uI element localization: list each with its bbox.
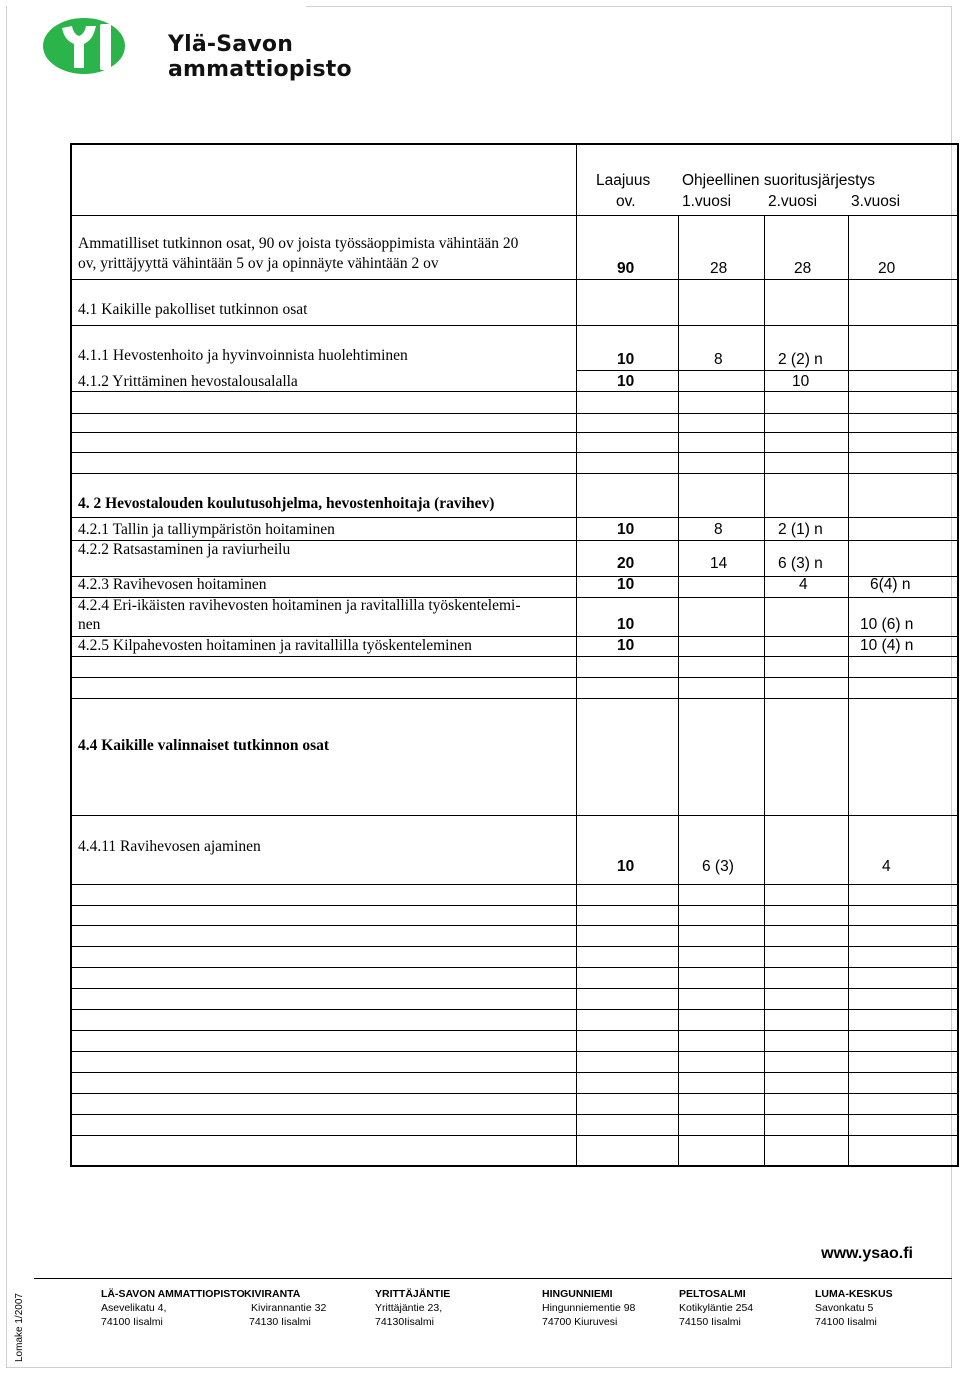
footer-location <box>244 1287 326 1329</box>
location-city: 74100 Iisalmi <box>815 1316 877 1328</box>
row-line <box>72 279 957 280</box>
row-line <box>72 517 957 518</box>
page-frame-top <box>306 6 952 7</box>
row-4-2-4-label-line-1: 4.2.4 Eri-ikäisten ravihevosten hoitaminen ja ravitallilla työskentelemi- <box>78 597 521 614</box>
location-name: LUMA-KESKUS <box>815 1288 893 1300</box>
column-divider-year3 <box>848 215 849 1165</box>
row-line <box>72 1135 957 1136</box>
location-name: KIVIRANTA <box>244 1288 301 1300</box>
footer-location <box>542 1287 635 1329</box>
row-4-1-1-year-1: 8 <box>714 351 723 368</box>
row-4-4-11-year-3: 4 <box>882 858 891 875</box>
row-line <box>72 698 957 699</box>
row-line <box>72 925 957 926</box>
column-divider-year2 <box>764 215 765 1165</box>
row-line <box>72 413 957 414</box>
row-4-1-1-label: 4.1.1 Hevostenhoito ja hyvinvoinnista huolehtiminen <box>78 347 408 364</box>
location-name: PELTOSALMI <box>679 1288 746 1300</box>
total-description-line-2: ov, yrittäjyyttä vähintään 5 ov ja opinnäyte vähintään 2 ov <box>78 255 439 272</box>
row-4-2-4-label-line-2: nen <box>78 616 101 633</box>
row-line <box>72 432 957 433</box>
total-year-2: 28 <box>794 260 812 277</box>
row-4-2-1-ov: 10 <box>617 521 635 538</box>
row-line <box>72 473 957 474</box>
column-divider-year1 <box>678 215 679 1165</box>
section-4-2-title: 4. 2 Hevostalouden koulutusohjelma, hevostenhoitaja (ravihev) <box>78 495 495 512</box>
logo-line-2: ammattiopisto <box>168 57 352 82</box>
row-4-4-11-year-1: 6 (3) <box>702 858 734 875</box>
row-line <box>72 452 957 453</box>
row-4-2-1-year-2: 2 (1) n <box>778 521 823 538</box>
logo-mark-icon <box>40 14 130 78</box>
location-street: Kivirannantie 32 <box>251 1302 327 1314</box>
header-year-3: 3.vuosi <box>851 193 901 210</box>
header-laajuus: Laajuus <box>596 172 651 189</box>
row-4-2-1-year-1: 8 <box>714 521 723 538</box>
row-4-2-5-label: 4.2.5 Kilpahevosten hoitaminen ja ravitallilla työskenteleminen <box>78 637 472 654</box>
row-line <box>72 215 957 216</box>
footer-location <box>101 1287 245 1329</box>
row-line <box>72 1030 957 1031</box>
row-4-2-3-year-3: 6(4) n <box>870 576 911 593</box>
row-4-2-3-label: 4.2.3 Ravihevosen hoitaminen <box>78 576 267 593</box>
row-line <box>72 1114 957 1115</box>
row-line <box>72 905 957 906</box>
row-4-2-3-ov: 10 <box>617 576 635 593</box>
row-line <box>72 988 957 989</box>
header-year-1: 1.vuosi <box>682 193 732 210</box>
website-link[interactable]: www.ysao.fi <box>821 1245 913 1262</box>
location-street: Kotikyläntie 254 <box>679 1302 754 1314</box>
location-name: YRITTÄJÄNTIE <box>375 1288 451 1300</box>
location-street: Savonkatu 5 <box>815 1302 874 1314</box>
location-city: 74150 Iisalmi <box>679 1316 741 1328</box>
location-city: 74130 Iisalmi <box>249 1316 311 1328</box>
row-4-1-1-year-2: 2 (2) n <box>778 351 823 368</box>
logo-wordmark <box>168 32 352 82</box>
form-code: Lomake 1/2007 <box>14 1293 25 1362</box>
row-4-2-2-label: 4.2.2 Ratsastaminen ja raviurheilu <box>78 541 291 558</box>
row-line <box>72 1093 957 1094</box>
total-ov: 90 <box>617 260 635 277</box>
location-city: 74100 Iisalmi <box>101 1316 163 1328</box>
footer-divider <box>34 1278 952 1279</box>
row-4-4-11-label: 4.4.11 Ravihevosen ajaminen <box>78 838 261 855</box>
row-line <box>72 325 957 326</box>
row-4-1-2-year-2: 10 <box>792 373 810 390</box>
location-street: Yrittäjäntie 23, <box>375 1302 443 1314</box>
row-line <box>72 1009 957 1010</box>
row-4-2-2-year-2: 6 (3) n <box>778 555 823 572</box>
row-line <box>72 391 957 392</box>
section-4-4-title: 4.4 Kaikille valinnaiset tutkinnon osat <box>78 737 330 754</box>
row-4-2-2-ov: 20 <box>617 555 635 572</box>
curriculum-table <box>70 143 959 1167</box>
location-name: HINGUNNIEMI <box>542 1288 613 1300</box>
column-divider-ov <box>576 145 577 1165</box>
row-line <box>72 1072 957 1073</box>
row-4-2-5-ov: 10 <box>617 637 635 654</box>
header-ov: ov. <box>616 193 636 210</box>
section-4-1-title: 4.1 Kaikille pakolliset tutkinnon osat <box>78 301 308 318</box>
total-year-1: 28 <box>710 260 728 277</box>
row-line <box>72 815 957 816</box>
row-4-2-4-year-3: 10 (6) n <box>860 616 914 633</box>
footer-location <box>375 1287 450 1329</box>
row-line <box>72 656 957 657</box>
row-line <box>72 946 957 947</box>
location-city: 74700 Kiuruvesi <box>542 1316 618 1328</box>
row-line <box>576 370 957 371</box>
footer-location <box>679 1287 753 1329</box>
location-city: 74130Iisalmi <box>375 1316 434 1328</box>
footer-location <box>815 1287 893 1329</box>
total-year-3: 20 <box>878 260 896 277</box>
row-4-2-2-year-1: 14 <box>710 555 728 572</box>
row-line <box>72 967 957 968</box>
row-4-1-2-ov: 10 <box>617 373 635 390</box>
location-name: LÄ-SAVON AMMATTIOPISTO <box>101 1288 245 1300</box>
row-4-4-11-ov: 10 <box>617 858 635 875</box>
header-suoritusjarjestys: Ohjeellinen suoritusjärjestys <box>682 172 875 189</box>
row-line <box>72 884 957 885</box>
logo-line-1: Ylä-Savon <box>168 32 294 57</box>
row-4-1-1-ov: 10 <box>617 351 635 368</box>
total-description-line-1: Ammatilliset tutkinnon osat, 90 ov joista työssäoppimista vähintään 20 <box>78 235 519 252</box>
location-street: Asevelikatu 4, <box>101 1302 167 1314</box>
row-line <box>72 677 957 678</box>
row-4-2-5-year-3: 10 (4) n <box>860 637 914 654</box>
row-4-1-2-label: 4.1.2 Yrittäminen hevostalousalalla <box>78 373 298 390</box>
row-4-2-4-ov: 10 <box>617 616 635 633</box>
school-logo <box>40 14 352 82</box>
location-street: Hingunniementie 98 <box>542 1302 636 1314</box>
row-line <box>72 1051 957 1052</box>
header-year-2: 2.vuosi <box>768 193 818 210</box>
row-4-2-3-year-2: 4 <box>799 576 808 593</box>
row-4-2-1-label: 4.2.1 Tallin ja talliympäristön hoitaminen <box>78 521 335 538</box>
